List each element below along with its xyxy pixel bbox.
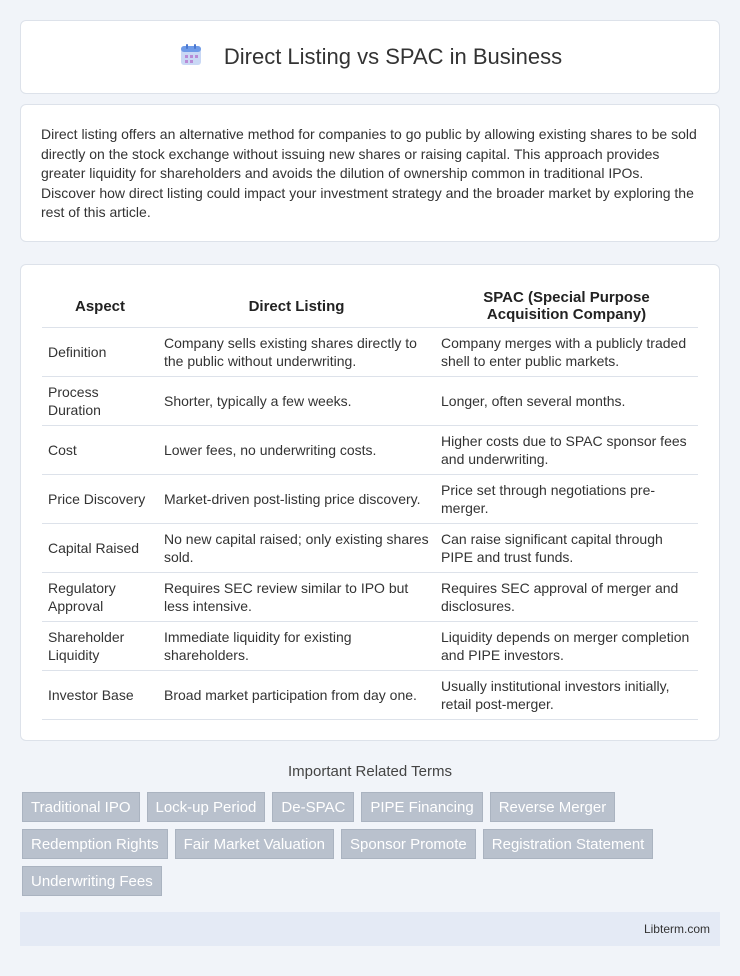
related-term-tag[interactable]: Registration Statement (483, 829, 654, 859)
related-term-tag[interactable]: Lock-up Period (147, 792, 266, 822)
table-row (42, 573, 698, 622)
table-row (42, 426, 698, 475)
cell-spac: Longer, often several months. (435, 377, 698, 426)
cell-aspect: Definition (42, 328, 158, 377)
calendar-icon (178, 42, 204, 73)
cell-direct-listing: Company sells existing shares directly to the public without underwriting. (158, 328, 435, 377)
intro-text: Direct listing offers an alternative method for companies to go public by allowing existing shares to be sold directly on the stock exchange without issuing new shares or raising capital. This approach provides greater liquidity for shareholders and avoids the dilution of ownership common in traditional IPOs. Discover how direct listing could impact your investment strategy and the broader market by exploring the rest of this article. (41, 126, 697, 220)
related-term-tag[interactable]: Reverse Merger (490, 792, 616, 822)
related-term-tag[interactable]: Fair Market Valuation (175, 829, 334, 859)
header-spac: SPAC (Special Purpose Acquisition Company) (435, 285, 698, 328)
table-row (42, 328, 698, 377)
cell-aspect: Cost (42, 426, 158, 475)
cell-aspect: Regulatory Approval (42, 573, 158, 622)
related-term-tag[interactable]: Redemption Rights (22, 829, 168, 859)
header-aspect: Aspect (42, 285, 158, 328)
cell-direct-listing: Broad market participation from day one. (158, 671, 435, 720)
table-row (42, 524, 698, 573)
intro-card (20, 104, 720, 242)
cell-direct-listing: Market-driven post-listing price discovery. (158, 475, 435, 524)
related-terms-tags (0, 792, 740, 896)
comparison-table (42, 285, 698, 720)
page-title: Direct Listing vs SPAC in Business (223, 44, 563, 69)
cell-spac: Liquidity depends on merger completion and PIPE investors. (435, 622, 698, 671)
related-term-tag[interactable]: Traditional IPO (22, 792, 140, 822)
header (20, 20, 720, 94)
related-term-tag[interactable]: De-SPAC (272, 792, 354, 822)
table-row (42, 377, 698, 426)
cell-spac: Can raise significant capital through PIPE and trust funds. (435, 524, 698, 573)
cell-aspect: Shareholder Liquidity (42, 622, 158, 671)
related-terms (0, 763, 740, 896)
cell-spac: Usually institutional investors initially, retail post-merger. (435, 671, 698, 720)
footer-brand[interactable]: Libterm.com (643, 922, 710, 936)
cell-direct-listing: Requires SEC review similar to IPO but less intensive. (158, 573, 435, 622)
cell-direct-listing: Lower fees, no underwriting costs. (158, 426, 435, 475)
comparison-table-card (20, 264, 720, 741)
related-terms-title: Important Related Terms (288, 763, 452, 780)
cell-spac: Company merges with a publicly traded shell to enter public markets. (435, 328, 698, 377)
table-row (42, 475, 698, 524)
cell-aspect: Capital Raised (42, 524, 158, 573)
header-direct-listing: Direct Listing (158, 285, 435, 328)
footer (20, 912, 720, 946)
cell-spac: Price set through negotiations pre-merger. (435, 475, 698, 524)
table-header-row (42, 285, 698, 328)
cell-direct-listing: Shorter, typically a few weeks. (158, 377, 435, 426)
cell-direct-listing: No new capital raised; only existing shares sold. (158, 524, 435, 573)
cell-aspect: Price Discovery (42, 475, 158, 524)
cell-spac: Higher costs due to SPAC sponsor fees and underwriting. (435, 426, 698, 475)
cell-aspect: Process Duration (42, 377, 158, 426)
cell-aspect: Investor Base (42, 671, 158, 720)
related-term-tag[interactable]: Sponsor Promote (341, 829, 476, 859)
table-row (42, 622, 698, 671)
related-term-tag[interactable]: PIPE Financing (361, 792, 482, 822)
related-term-tag[interactable]: Underwriting Fees (22, 866, 162, 896)
table-row (42, 671, 698, 720)
cell-direct-listing: Immediate liquidity for existing shareholders. (158, 622, 435, 671)
cell-spac: Requires SEC approval of merger and disclosures. (435, 573, 698, 622)
